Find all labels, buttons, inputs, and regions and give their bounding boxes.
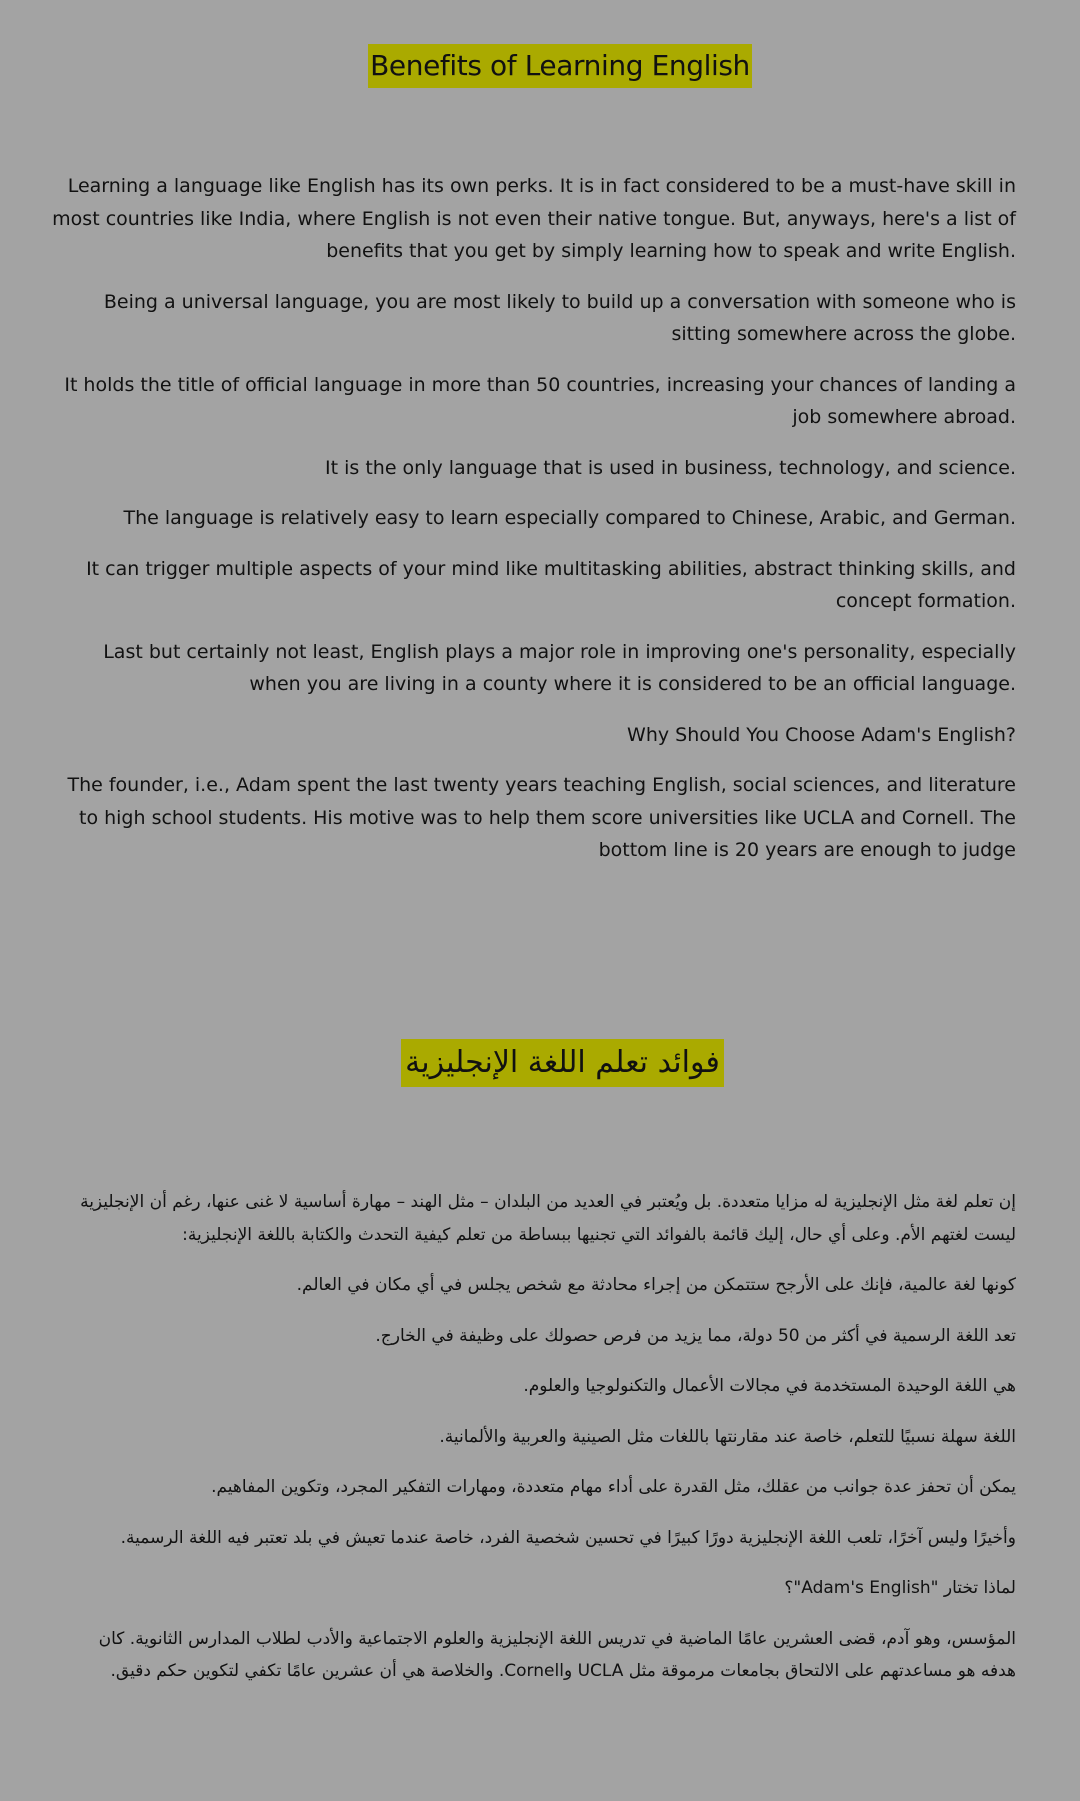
english-benefit-universal: Being a universal language, you are most likely to build up a conversation with someone who is sitting somewhere across the globe.	[103, 290, 1016, 345]
arabic-body	[75, 1186, 1016, 1706]
arabic-intro-paragraph: إن تعلم لغة مثل الإنجليزية له مزايا متعددة. بل ويُعتبر في العديد من البلدان – مثل الهند – مهارة أساسية لا غنى عنها، رغم أن الإنجليزية ليست لغتهم الأم. وعلى أي حال، إليك قائمة بالفوائد التي تجنيها ببساطة من تعلم كيفية التحدث والكتابة باللغة الإنجليزية:	[80, 1192, 1016, 1245]
arabic-founder-paragraph: المؤسس، وهو آدم، قضى العشرين عامًا الماضية في تدريس اللغة الإنجليزية والعلوم الاجتماعية والأدب لطلاب المدارس الثانوية. كان هدفه هو مساعدتهم على الالتحاق بجامعات مرموقة مثل UCLA وCornell. والخلاصة هي أن عشرين عامًا تكفي لتكوين حكم دقيق.	[98, 1628, 1016, 1681]
arabic-title: فوائد تعلم اللغة الإنجليزية	[401, 1039, 724, 1087]
arabic-benefit-mind: يمكن أن تحفز عدة جوانب من عقلك، مثل القدرة على أداء مهام متعددة، ومهارات التفكير المجرد، وتكوين المفاهيم.	[211, 1477, 1016, 1497]
arabic-benefit-universal: كونها لغة عالمية، فإنك على الأرجح ستتمكن من إجراء محادثة مع شخص يجلس في أي مكان في العالم.	[296, 1275, 1016, 1295]
english-why-heading: Why Should You Choose Adam's English?	[627, 723, 1016, 746]
arabic-benefit-easy: اللغة سهلة نسبيًا للتعلم، خاصة عند مقارنتها باللغات مثل الصينية والعربية والألمانية.	[439, 1426, 1016, 1447]
english-benefit-easy: The language is relatively easy to learn especially compared to Chinese, Arabic, and German.	[123, 507, 1016, 529]
arabic-why-heading: لماذا تختار "Adam's English"؟	[784, 1578, 1016, 1598]
arabic-section	[0, 1039, 1080, 1087]
arabic-benefit-official-language: تعد اللغة الرسمية في أكثر من 50 دولة، مما يزيد من فرص حصولك على وظيفة في الخارج.	[375, 1325, 1016, 1346]
english-intro-paragraph: Learning a language like English has its own perks. It is in fact considered to be a must-have skill in most countries like India, where English is not even their native tongue. But, anyways, here's a list of benefits that you get by simply learning how to speak and write English.	[52, 175, 1016, 262]
english-title-wrap	[0, 44, 1080, 88]
arabic-title-wrap	[0, 1039, 1080, 1087]
english-founder-paragraph: The founder, i.e., Adam spent the last twenty years teaching English, social sciences, and literature to high school students. His motive was to help them score universities like UCLA and Cornell. The bottom line is 20 years are enough to judge	[67, 774, 1016, 861]
english-benefit-personality: Last but certainly not least, English plays a major role in improving one's personality, especially when you are living in a county where it is considered to be an official language.	[103, 640, 1016, 695]
english-title: Benefits of Learning English	[368, 44, 752, 88]
arabic-benefit-personality: وأخيرًا وليس آخرًا، تلعب اللغة الإنجليزية دورًا كبيرًا في تحسين شخصية الفرد، خاصة عندما تعيش في بلد تعتبر فيه اللغة الرسمية.	[120, 1527, 1016, 1548]
english-benefit-official-language: It holds the title of official language in more than 50 countries, increasing your chances of landing a job somewhere abroad.	[64, 373, 1016, 428]
english-body	[52, 170, 1016, 885]
english-section	[0, 44, 1080, 861]
arabic-benefit-business: هي اللغة الوحيدة المستخدمة في مجالات الأعمال والتكنولوجيا والعلوم.	[523, 1376, 1016, 1396]
english-benefit-business: It is the only language that is used in business, technology, and science.	[325, 456, 1016, 479]
english-benefit-mind: It can trigger multiple aspects of your mind like multitasking abilities, abstract thinking skills, and concept formation.	[86, 557, 1016, 612]
